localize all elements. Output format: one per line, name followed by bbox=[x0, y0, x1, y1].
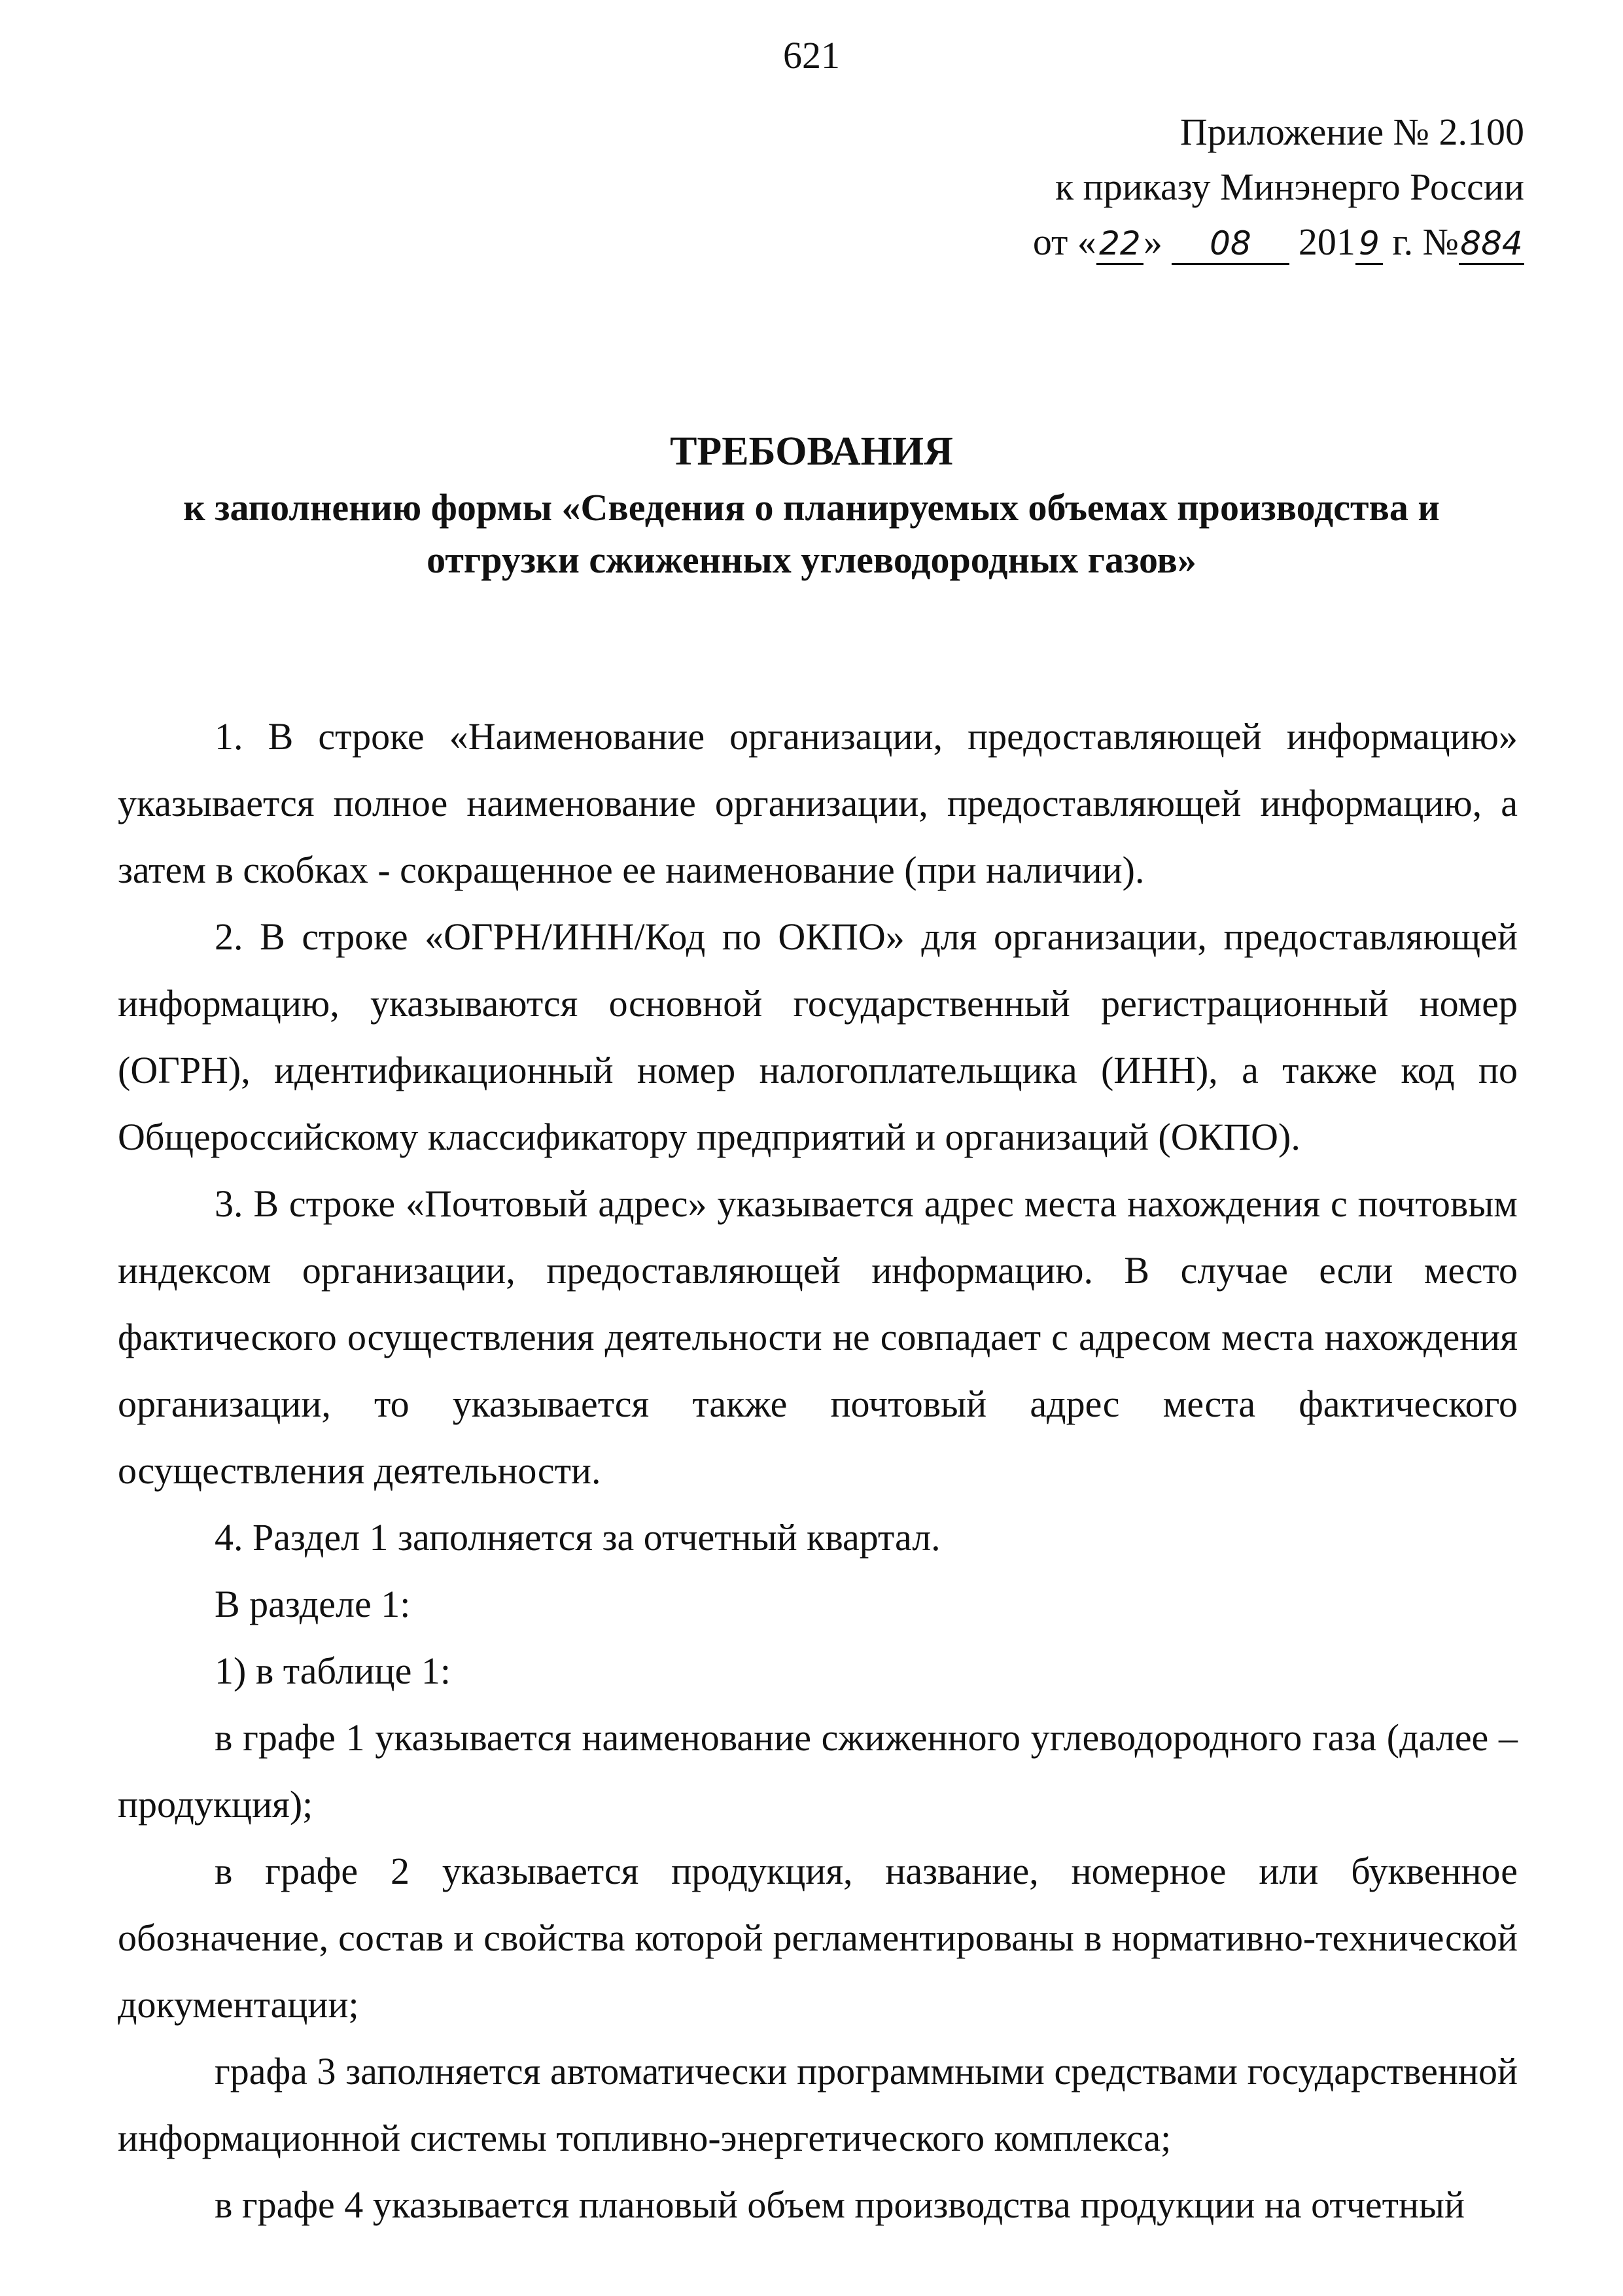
document-title bbox=[118, 425, 1505, 586]
paragraph-table-1: 1) в таблице 1: bbox=[215, 1650, 451, 1692]
date-prefix: от « bbox=[1032, 221, 1096, 263]
page-number: 621 bbox=[783, 34, 840, 77]
document-body bbox=[118, 703, 1518, 2238]
title-line-3: отгрузки сжиженных углеводородных газов» bbox=[427, 539, 1196, 581]
paragraph-column-2: в графе 2 указывается продукция, название, номерное или буквенное обозначение, состав и свойства которой регламентированы в нормативно-технической документации; bbox=[118, 1850, 1518, 2026]
paragraph-column-4: в графе 4 указывается плановый объем производства продукции на отчетный bbox=[215, 2183, 1465, 2226]
date-year-digit-handwritten: 9 bbox=[1355, 224, 1383, 265]
title-line-2: к заполнению формы «Сведения о планируемых объемах производства и bbox=[183, 486, 1440, 529]
title-main: ТРЕБОВАНИЯ bbox=[670, 429, 953, 474]
date-year-prefix: 201 bbox=[1298, 221, 1355, 263]
paragraph-section-1: В разделе 1: bbox=[215, 1583, 411, 1625]
date-mid: » bbox=[1143, 221, 1162, 263]
paragraph-1: 1. В строке «Наименование организации, предоставляющей информацию» указывается полное наименование организации, предоставляющей информацию, а затем в скобках - сокращенное ее наименование (при наличии). bbox=[118, 715, 1518, 891]
date-day-handwritten: 22 bbox=[1096, 224, 1143, 265]
paragraph-column-1: в графе 1 указывается наименование сжиженного углеводородного газа (далее – продукция); bbox=[118, 1716, 1518, 1826]
order-reference: к приказу Минэнерго России bbox=[1055, 166, 1524, 208]
paragraph-column-3: графа 3 заполняется автоматически программными средствами государственной информационной системы топливно-энергетического комплекса; bbox=[118, 2050, 1518, 2159]
paragraph-3: 3. В строке «Почтовый адрес» указывается адрес места нахождения с почтовым индексом организации, предоставляющей информацию. В случае если место фактического осуществления деятельности не совпадает с адресом места нахождения организации, то указывается также почтовый адрес места фактического осуществления деятельности. bbox=[118, 1182, 1518, 1492]
paragraph-4: 4. Раздел 1 заполняется за отчетный квартал. bbox=[215, 1516, 941, 1559]
date-suffix: г. № bbox=[1382, 221, 1459, 263]
date-month-handwritten: 08 bbox=[1172, 224, 1289, 265]
order-date-line bbox=[1001, 215, 1524, 270]
order-number-handwritten: 884 bbox=[1459, 224, 1524, 265]
appendix-header bbox=[1001, 105, 1524, 270]
appendix-number: Приложение № 2.100 bbox=[1179, 111, 1524, 153]
paragraph-2: 2. В строке «ОГРН/ИНН/Код по ОКПО» для организации, предоставляющей информацию, указываются основной государственный регистрационный номер (ОГРН), идентификационный номер налогоплательщика (ИНН), а также код по Общероссийскому классификатору предприятий и организаций (ОКПО). bbox=[118, 915, 1518, 1158]
